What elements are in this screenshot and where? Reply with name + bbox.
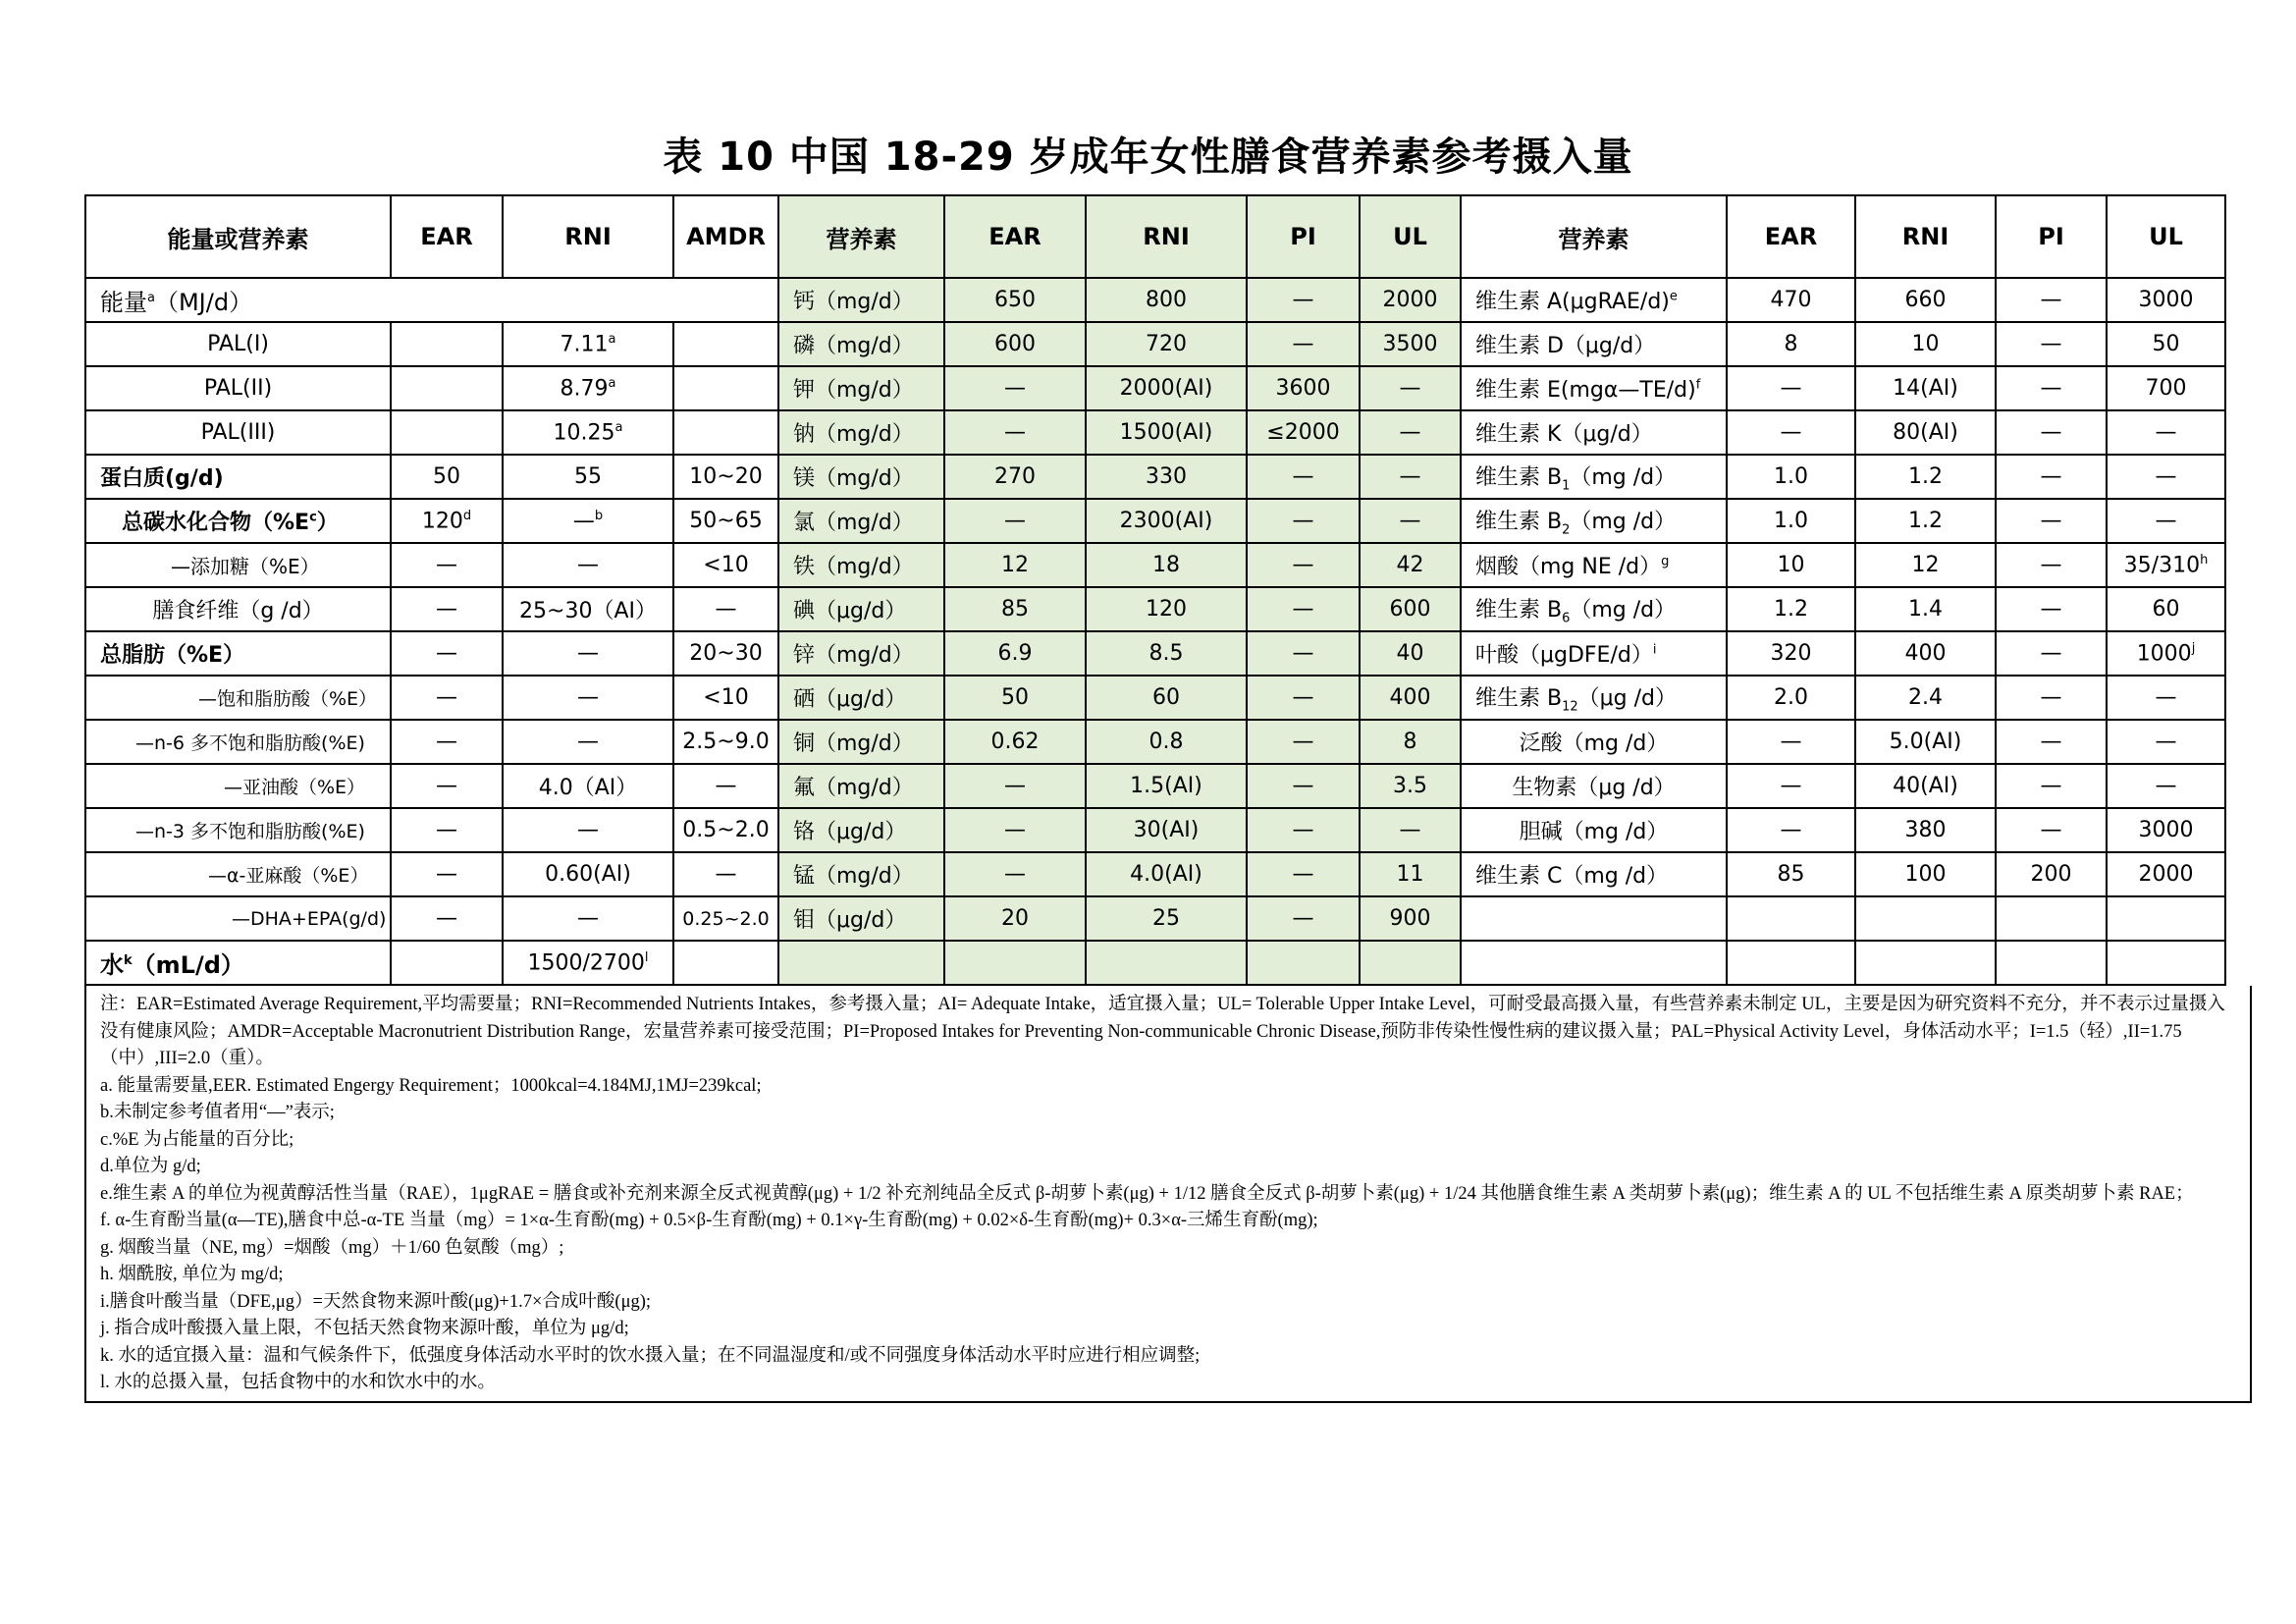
cell-vitamin: 维生素 A(μgRAE/d)$^e$	[1461, 278, 1727, 322]
cell-ear	[391, 366, 503, 410]
table-header-row	[85, 195, 2225, 278]
cell-pi: —	[1996, 322, 2107, 366]
table-row	[85, 941, 2225, 985]
cell-amdr	[673, 366, 778, 410]
cell-ear: 120$^d$	[391, 499, 503, 543]
cell-vitamin: 维生素 C（mg /d）	[1461, 852, 1727, 896]
cell-pi: ≤2000	[1247, 410, 1360, 455]
cell-mineral: 镁（mg/d）	[778, 455, 944, 499]
cell-rni: 0.60(AI)	[503, 852, 673, 896]
cell-rni: 8.79$^a$	[503, 366, 673, 410]
col-header: UL	[2107, 195, 2225, 278]
col-header: PI	[1247, 195, 1360, 278]
nutrient-table-container	[84, 194, 2224, 1403]
cell-pi: —	[1996, 808, 2107, 852]
cell-rni: 10	[1855, 322, 1996, 366]
cell-rni: 8.5	[1086, 631, 1247, 676]
cell-ul	[1360, 941, 1461, 985]
cell-rni: 380	[1855, 808, 1996, 852]
cell-mineral: 铁（mg/d）	[778, 543, 944, 587]
cell-ear	[391, 941, 503, 985]
cell-ul: 3.5	[1360, 764, 1461, 808]
cell-ul: —	[2107, 410, 2225, 455]
col-header: EAR	[391, 195, 503, 278]
cell-ear: 2.0	[1727, 676, 1855, 720]
table-row	[85, 896, 2225, 941]
cell-nutrient: 总脂肪（%E）	[85, 631, 391, 676]
cell-mineral: 钼（μg/d）	[778, 896, 944, 941]
cell-amdr: —	[673, 852, 778, 896]
table-row	[85, 631, 2225, 676]
cell-ear	[391, 322, 503, 366]
cell-rni: 100	[1855, 852, 1996, 896]
cell-rni: 4.0（AI）	[503, 764, 673, 808]
cell-ul: —	[2107, 499, 2225, 543]
cell-vitamin: 维生素 $B_2(mg$ /d）	[1461, 499, 1727, 543]
cell-rni: —$^b$	[503, 499, 673, 543]
cell-rni: 80(AI)	[1855, 410, 1996, 455]
note-line: h. 烟酰胺, 单位为 mg/d;	[100, 1265, 284, 1284]
cell-amdr: —	[673, 764, 778, 808]
cell-ul: 50	[2107, 322, 2225, 366]
cell-rni: —	[503, 896, 673, 941]
col-header: AMDR	[673, 195, 778, 278]
cell-pi: —	[1996, 676, 2107, 720]
cell-pi: —	[1247, 587, 1360, 631]
cell-rni: 7.11$^a$	[503, 322, 673, 366]
cell-nutrient: 能量$^a$（MJ/d）	[85, 278, 778, 322]
cell-ul: 3500	[1360, 322, 1461, 366]
cell-ul: 3000	[2107, 808, 2225, 852]
cell-rni: —	[503, 676, 673, 720]
cell-vitamin: 维生素 K（μg/d）	[1461, 410, 1727, 455]
col-header: 能量或营养素	[85, 195, 391, 278]
cell-vitamin: 维生素 D（μg/d）	[1461, 322, 1727, 366]
cell-mineral: 铬（μg/d）	[778, 808, 944, 852]
cell-ear: 0.62	[944, 720, 1086, 764]
cell-mineral: 铜（mg/d）	[778, 720, 944, 764]
cell-ear: 50	[944, 676, 1086, 720]
col-header: RNI	[503, 195, 673, 278]
cell-mineral: 锌（mg/d）	[778, 631, 944, 676]
cell-rni: —	[503, 631, 673, 676]
col-header: 营养素	[778, 195, 944, 278]
cell-mineral: 锰（mg/d）	[778, 852, 944, 896]
cell-ul: —	[1360, 455, 1461, 499]
cell-mineral: 钙（mg/d）	[778, 278, 944, 322]
cell-ear: —	[391, 896, 503, 941]
cell-pi: —	[1247, 808, 1360, 852]
cell-ear: —	[391, 720, 503, 764]
cell-ear: —	[391, 631, 503, 676]
note-line: b.未制定参考值者用“—”表示;	[100, 1103, 335, 1122]
cell-mineral: 氟（mg/d）	[778, 764, 944, 808]
cell-pi: —	[1996, 278, 2107, 322]
cell-ear: 85	[1727, 852, 1855, 896]
cell-ul: 400	[1360, 676, 1461, 720]
cell-amdr	[673, 410, 778, 455]
cell-nutrient: PAL(III)	[85, 410, 391, 455]
cell-ear: —	[391, 676, 503, 720]
cell-mineral	[778, 941, 944, 985]
cell-nutrient: —DHA+EPA(g/d)	[85, 896, 391, 941]
table-row	[85, 499, 2225, 543]
cell-ul	[2107, 941, 2225, 985]
cell-rni: 1500/2700$^l$	[503, 941, 673, 985]
cell-nutrient: 总碳水化合物$(\%E^c)$	[85, 499, 391, 543]
cell-rni: 1.5(AI)	[1086, 764, 1247, 808]
cell-ear: 270	[944, 455, 1086, 499]
cell-pi: —	[1247, 720, 1360, 764]
cell-rni	[1086, 941, 1247, 985]
table-notes	[84, 986, 2252, 1403]
col-header: 营养素	[1461, 195, 1727, 278]
cell-rni: 660	[1855, 278, 1996, 322]
note-line: d.单位为 g/d;	[100, 1157, 201, 1176]
cell-ul: 700	[2107, 366, 2225, 410]
cell-ul: —	[1360, 808, 1461, 852]
cell-rni: 5.0(AI)	[1855, 720, 1996, 764]
table-row	[85, 676, 2225, 720]
cell-ul: 11	[1360, 852, 1461, 896]
cell-ear: —	[391, 764, 503, 808]
cell-ear: —	[944, 366, 1086, 410]
cell-ear: —	[1727, 720, 1855, 764]
cell-vitamin	[1461, 896, 1727, 941]
cell-pi: —	[1996, 455, 2107, 499]
cell-rni: 30(AI)	[1086, 808, 1247, 852]
cell-ear: 20	[944, 896, 1086, 941]
note-line: k. 水的适宜摄入量：温和气候条件下，低强度身体活动水平时的饮水摄入量；在不同温湿度和/或不同强度身体活动水平时应进行相应调整;	[100, 1345, 1201, 1366]
note-line: f. α-生育酚当量(α—TE),膳食中总-α-TE 当量（mg）= 1×α-生育酚(mg) + 0.5×β-生育酚(mg) + 0.1×γ-生育酚(mg) + 0.02×δ-生育酚(mg)+ 0.3×α-三烯生育酚(mg);	[100, 1211, 1318, 1230]
note-line: l. 水的总摄入量，包括食物中的水和饮水中的水。	[100, 1373, 496, 1392]
cell-rni: 14(AI)	[1855, 366, 1996, 410]
cell-pi: —	[1996, 543, 2107, 587]
cell-mineral: 氯（mg/d）	[778, 499, 944, 543]
cell-rni: 2.4	[1855, 676, 1996, 720]
note-line: a. 能量需要量,EER. Estimated Engergy Requirement；1000kcal=4.184MJ,1MJ=239kcal;	[100, 1075, 762, 1096]
nutrient-table	[84, 194, 2226, 986]
cell-rni: 4.0(AI)	[1086, 852, 1247, 896]
cell-ear: —	[944, 410, 1086, 455]
cell-ear: 1.0	[1727, 455, 1855, 499]
cell-rni: 800	[1086, 278, 1247, 322]
table-row	[85, 455, 2225, 499]
cell-ul: 2000	[2107, 852, 2225, 896]
cell-ul: 42	[1360, 543, 1461, 587]
cell-ear: —	[1727, 808, 1855, 852]
cell-pi: 3600	[1247, 366, 1360, 410]
note-line: 注：EAR=Estimated Average Requirement,平均需要量；RNI=Recommended Nutrients Intakes，参考摄入量；AI= Adequate Intake，适宜摄入量；UL= Tolerable Upper Intake Level，可耐受最高摄入量，有些营养素未制定 UL，主要是因为研究资料不充分，并不表示过量摄入没有健康风险；AMDR=Acceptable Macronutrient Distribution Range，宏量营养素可接受范围；PI=Proposed Intakes for Preventing Non-communicable Chronic Disease,预防非传染性慢性病的建议摄入量；PAL=Physical Activity Level，身体活动水平；I=1.5（轻）,II=1.75（中）,III=2.0（重）。	[100, 995, 2225, 1068]
cell-pi: —	[1996, 499, 2107, 543]
cell-ear: —	[944, 852, 1086, 896]
cell-pi: —	[1996, 587, 2107, 631]
cell-pi: —	[1247, 278, 1360, 322]
cell-ear: 6.9	[944, 631, 1086, 676]
cell-rni: 1.2	[1855, 455, 1996, 499]
cell-rni: 1.2	[1855, 499, 1996, 543]
cell-ear	[1727, 941, 1855, 985]
cell-pi: —	[1247, 543, 1360, 587]
col-header: RNI	[1086, 195, 1247, 278]
cell-nutrient: PAL(II)	[85, 366, 391, 410]
cell-ear: —	[391, 543, 503, 587]
note-line: j. 指合成叶酸摄入量上限，不包括天然食物来源叶酸，单位为 μg/d;	[100, 1319, 629, 1338]
cell-pi: 200	[1996, 852, 2107, 896]
table-row	[85, 587, 2225, 631]
cell-vitamin: 维生素 $B_6(mg$ /d）	[1461, 587, 1727, 631]
cell-ear	[1727, 896, 1855, 941]
cell-rni: —	[503, 543, 673, 587]
cell-amdr: —	[673, 587, 778, 631]
cell-ul: —	[1360, 499, 1461, 543]
cell-rni: 60	[1086, 676, 1247, 720]
cell-rni: —	[503, 720, 673, 764]
table-row	[85, 764, 2225, 808]
cell-ul	[2107, 896, 2225, 941]
cell-amdr: 50~65	[673, 499, 778, 543]
cell-ear: 10	[1727, 543, 1855, 587]
cell-nutrient: —n-3 多不饱和脂肪酸(%E)	[85, 808, 391, 852]
cell-ul: 900	[1360, 896, 1461, 941]
cell-ul: 1000$^j$	[2107, 631, 2225, 676]
cell-vitamin: 生物素（μg /d）	[1461, 764, 1727, 808]
cell-mineral: 碘（μg/d）	[778, 587, 944, 631]
cell-rni: 18	[1086, 543, 1247, 587]
table-row	[85, 410, 2225, 455]
cell-rni: 1500(AI)	[1086, 410, 1247, 455]
cell-ear: —	[391, 808, 503, 852]
note-line: e.维生素 A 的单位为视黄醇活性当量（RAE），1μgRAE = 膳食或补充剂来源全反式视黄醇(μg) + 1/2 补充剂纯品全反式 β-胡萝卜素(μg) + 1/12 膳食全反式 β-胡萝卜素(μg) + 1/24 其他膳食维生素 A 类胡萝卜素(μg)；维生素 A 的 UL 不包括维生素 A 原类胡萝卜素 RAE；	[100, 1183, 2194, 1204]
col-header: EAR	[1727, 195, 1855, 278]
cell-ul: 60	[2107, 587, 2225, 631]
cell-nutrient: —n-6 多不饱和脂肪酸(%E)	[85, 720, 391, 764]
cell-pi: —	[1996, 410, 2107, 455]
cell-nutrient: —饱和脂肪酸（%E）	[85, 676, 391, 720]
cell-vitamin	[1461, 941, 1727, 985]
table-row	[85, 543, 2225, 587]
cell-pi: —	[1247, 896, 1360, 941]
col-header: UL	[1360, 195, 1461, 278]
cell-rni: 12	[1855, 543, 1996, 587]
cell-amdr: 20~30	[673, 631, 778, 676]
cell-amdr	[673, 941, 778, 985]
note-line: i.膳食叶酸当量（DFE,μg）=天然食物来源叶酸(μg)+1.7×合成叶酸(μg);	[100, 1291, 652, 1312]
cell-nutrient: —α-亚麻酸（%E）	[85, 852, 391, 896]
cell-ear: —	[1727, 764, 1855, 808]
cell-mineral: 硒（μg/d）	[778, 676, 944, 720]
cell-ear: —	[944, 499, 1086, 543]
cell-ul: —	[1360, 410, 1461, 455]
cell-rni: 2000(AI)	[1086, 366, 1247, 410]
table-row	[85, 278, 2225, 322]
note-line: c.%E 为占能量的百分比;	[100, 1129, 294, 1150]
cell-ear	[944, 941, 1086, 985]
cell-rni: 40(AI)	[1855, 764, 1996, 808]
table-row	[85, 322, 2225, 366]
cell-pi: —	[1247, 322, 1360, 366]
cell-ear: —	[944, 808, 1086, 852]
cell-nutrient: 水$^k$（mL/d）	[85, 941, 391, 985]
cell-ear: —	[1727, 366, 1855, 410]
cell-amdr: 10~20	[673, 455, 778, 499]
cell-amdr: 2.5~9.0	[673, 720, 778, 764]
cell-ear: 1.0	[1727, 499, 1855, 543]
cell-amdr: <10	[673, 543, 778, 587]
cell-ear: 1.2	[1727, 587, 1855, 631]
cell-pi: —	[1247, 631, 1360, 676]
cell-rni: 25	[1086, 896, 1247, 941]
cell-nutrient: 膳食纤维（g /d）	[85, 587, 391, 631]
cell-ear: 12	[944, 543, 1086, 587]
cell-amdr: <10	[673, 676, 778, 720]
cell-pi	[1247, 941, 1360, 985]
cell-ear: —	[391, 587, 503, 631]
cell-amdr: 0.5~2.0	[673, 808, 778, 852]
cell-ul: —	[2107, 676, 2225, 720]
cell-pi: —	[1247, 499, 1360, 543]
cell-nutrient: —添加糖（%E）	[85, 543, 391, 587]
cell-mineral: 钠（mg/d）	[778, 410, 944, 455]
col-header: EAR	[944, 195, 1086, 278]
cell-pi: —	[1996, 720, 2107, 764]
table-row	[85, 366, 2225, 410]
cell-rni: 720	[1086, 322, 1247, 366]
cell-ear: 650	[944, 278, 1086, 322]
cell-ear: 320	[1727, 631, 1855, 676]
cell-rni: 10.25$^a$	[503, 410, 673, 455]
col-header: RNI	[1855, 195, 1996, 278]
cell-ear: 470	[1727, 278, 1855, 322]
cell-pi: —	[1996, 631, 2107, 676]
cell-nutrient: 蛋白质(g/d)	[85, 455, 391, 499]
cell-mineral: 磷（mg/d）	[778, 322, 944, 366]
cell-pi	[1996, 941, 2107, 985]
cell-ul: 40	[1360, 631, 1461, 676]
cell-pi: —	[1996, 366, 2107, 410]
cell-rni: 1.4	[1855, 587, 1996, 631]
cell-mineral: 钾（mg/d）	[778, 366, 944, 410]
cell-pi: —	[1996, 764, 2107, 808]
cell-amdr	[673, 322, 778, 366]
cell-ul: 600	[1360, 587, 1461, 631]
cell-vitamin: 胆碱（mg /d）	[1461, 808, 1727, 852]
cell-nutrient: PAL(I)	[85, 322, 391, 366]
cell-ul: 8	[1360, 720, 1461, 764]
table-row	[85, 720, 2225, 764]
cell-rni	[1855, 896, 1996, 941]
cell-ul: —	[2107, 455, 2225, 499]
cell-ear: 85	[944, 587, 1086, 631]
cell-rni: 0.8	[1086, 720, 1247, 764]
cell-rni: 25~30（AI）	[503, 587, 673, 631]
table-row	[85, 852, 2225, 896]
cell-ear: 8	[1727, 322, 1855, 366]
cell-ul: 35/310$^h$	[2107, 543, 2225, 587]
cell-vitamin: 维生素 $B_1(mg$ /d）	[1461, 455, 1727, 499]
cell-ear: —	[1727, 410, 1855, 455]
note-line: g. 烟酸当量（NE, mg）=烟酸（mg）＋1/60 色氨酸（mg）;	[100, 1237, 564, 1258]
cell-vitamin: 维生素 $B_{12}(\mu g$ /d）	[1461, 676, 1727, 720]
cell-ear: —	[391, 852, 503, 896]
cell-ear: 50	[391, 455, 503, 499]
cell-ear: 600	[944, 322, 1086, 366]
cell-pi: —	[1247, 676, 1360, 720]
cell-vitamin: 烟酸（mg NE /d）$^g$	[1461, 543, 1727, 587]
col-header: PI	[1996, 195, 2107, 278]
cell-ear: —	[944, 764, 1086, 808]
cell-vitamin: 叶酸（μgDFE/d）$^i$	[1461, 631, 1727, 676]
table-row	[85, 808, 2225, 852]
cell-ul: —	[1360, 366, 1461, 410]
cell-pi: —	[1247, 455, 1360, 499]
cell-amdr: 0.25~2.0	[673, 896, 778, 941]
cell-rni: 120	[1086, 587, 1247, 631]
cell-rni: 330	[1086, 455, 1247, 499]
cell-rni: 55	[503, 455, 673, 499]
cell-ul: —	[2107, 720, 2225, 764]
cell-ear	[391, 410, 503, 455]
page-title: 表 10 中国 18-29 岁成年女性膳食营养素参考摄入量	[663, 135, 1633, 180]
cell-ul: —	[2107, 764, 2225, 808]
cell-ul: 2000	[1360, 278, 1461, 322]
cell-pi: —	[1247, 852, 1360, 896]
cell-pi	[1996, 896, 2107, 941]
cell-vitamin: 泛酸（mg /d）	[1461, 720, 1727, 764]
cell-pi: —	[1247, 764, 1360, 808]
cell-vitamin: 维生素 E(mgα—TE/d)$^f$	[1461, 366, 1727, 410]
cell-rni	[1855, 941, 1996, 985]
cell-nutrient: —亚油酸（%E）	[85, 764, 391, 808]
cell-rni: 400	[1855, 631, 1996, 676]
cell-ul: 3000	[2107, 278, 2225, 322]
cell-rni: —	[503, 808, 673, 852]
cell-rni: 2300(AI)	[1086, 499, 1247, 543]
